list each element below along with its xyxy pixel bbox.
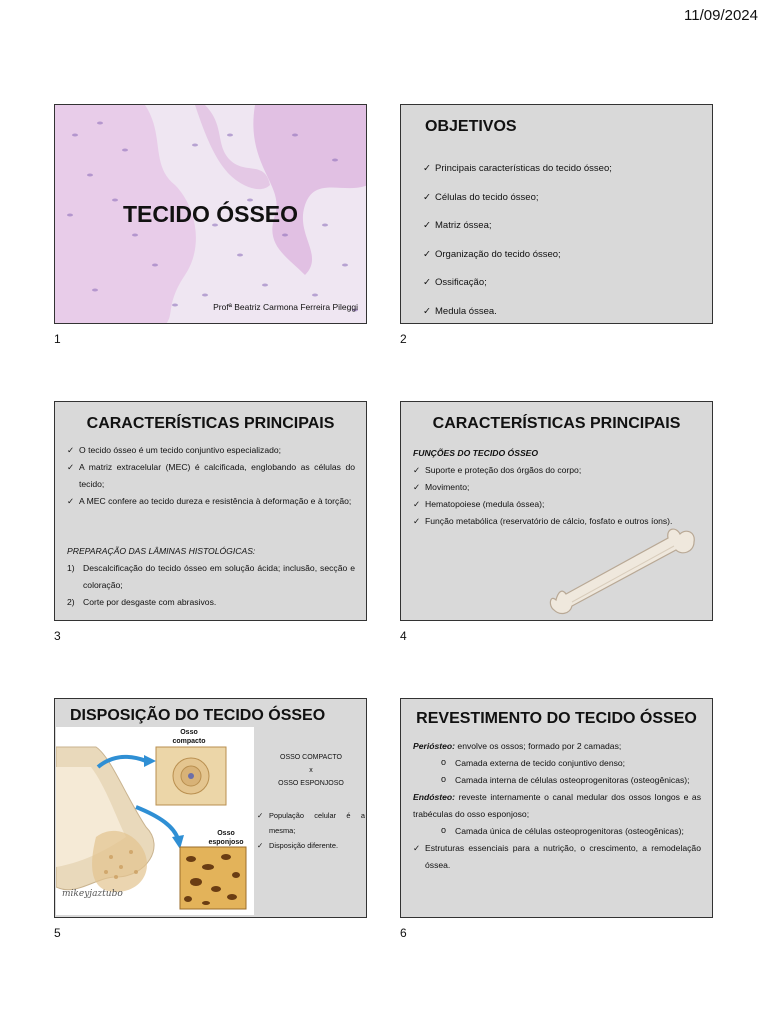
slide-5-title: DISPOSIÇÃO DO TECIDO ÓSSEO — [70, 707, 326, 724]
list-item: ✓ Função metabólica (reservatório de cálcio, fosfato e outros íons). — [413, 513, 701, 530]
slide-1-author: Profª Beatriz Carmona Ferreira Pileggi — [213, 302, 358, 312]
slide-6 — [400, 698, 713, 918]
list-item: 2) Corte por desgaste com abrasivos. — [67, 597, 217, 607]
list-item: o Camada única de células osteoprogenitoras (osteogênicas); — [441, 823, 701, 840]
slide-3 — [54, 401, 367, 621]
endosteo-term: Endósteo: — [413, 792, 456, 802]
disposition-list — [257, 808, 365, 853]
list-item: ✓ Principais características do tecido ósseo; — [423, 155, 703, 184]
compare-spongy: OSSO ESPONJOSO — [278, 780, 344, 787]
femur-bone-image — [544, 522, 704, 621]
list-item: ✓ Disposição diferente. — [257, 838, 365, 853]
characteristics-list — [67, 442, 355, 510]
slide-1 — [54, 104, 367, 324]
objectives-list — [423, 155, 703, 324]
list-item: ✓ O tecido ósseo é um tecido conjuntivo especializado; — [67, 442, 355, 459]
preparation-heading: PREPARAÇÃO DAS LÂMINAS HISTOLÓGICAS: — [67, 546, 256, 556]
list-item: o Camada externa de tecido conjuntivo denso; — [441, 755, 701, 772]
list-item: ✓ Movimento; — [413, 479, 701, 496]
periosteo-paragraph: Periósteo: envolve os ossos; formado por 2 camadas; — [413, 741, 622, 751]
preparation-steps — [67, 560, 355, 611]
compare-x: x — [309, 767, 313, 774]
slide-5-number: 5 — [54, 926, 61, 940]
functions-list — [413, 462, 701, 530]
coating-content — [413, 738, 701, 874]
slide-4 — [400, 401, 713, 621]
compare-compact: OSSO COMPACTO — [280, 754, 342, 761]
slide-5 — [54, 698, 367, 918]
list-item: ✓ A MEC confere ao tecido dureza e resistência à deformação e à torção; — [67, 493, 355, 510]
list-item: 1) Descalcificação do tecido ósseo em solução ácida; inclusão, secção e coloração; — [67, 563, 355, 590]
endosteo-list — [413, 823, 701, 840]
list-item: ✓ Células do tecido ósseo; — [423, 184, 703, 213]
slide-4-title: CARACTERÍSTICAS PRINCIPAIS — [432, 415, 681, 432]
list-item: ✓ A matriz extracelular (MEC) é calcificada, englobando as células do tecido; — [67, 459, 355, 493]
slide-2-title: OBJETIVOS — [425, 118, 517, 135]
illustrator-signature: mikeyjaztubo — [62, 889, 123, 899]
spongy-bone-label: Osso esponjoso — [208, 830, 244, 846]
slide-6-title: REVESTIMENTO DO TECIDO ÓSSEO — [416, 710, 697, 727]
endosteo-paragraph: Endósteo: reveste internamente o canal medular dos ossos longos e as trabéculas do osso esponjoso; — [413, 792, 701, 819]
slide-6-number: 6 — [400, 926, 407, 940]
list-item: ✓ Matriz óssea; — [423, 212, 703, 241]
periosteo-term: Periósteo: — [413, 741, 456, 751]
list-item: ✓ Hematopoiese (medula óssea); — [413, 496, 701, 513]
print-date: 11/09/2024 — [684, 7, 758, 24]
slide-1-number: 1 — [54, 332, 61, 346]
slide-2 — [400, 104, 713, 324]
slide-4-number: 4 — [400, 629, 407, 643]
functions-heading: FUNÇÕES DO TECIDO ÓSSEO — [413, 448, 539, 458]
list-item: ✓ Suporte e proteção dos órgãos do corpo; — [413, 462, 701, 479]
slide-1-title: TECIDO ÓSSEO — [122, 201, 299, 227]
slide-2-number: 2 — [400, 332, 407, 346]
final-list — [413, 840, 701, 874]
compact-bone-label: Osso compacto — [172, 729, 206, 745]
comparison-block — [273, 751, 349, 790]
list-item: ✓ Organização do tecido ósseo; — [423, 241, 703, 270]
list-item: ✓ Medula óssea. — [423, 298, 703, 324]
list-item: ✓ População celular é a mesma; — [257, 808, 365, 838]
slide-3-title: CARACTERÍSTICAS PRINCIPAIS — [86, 415, 335, 432]
bone-drawing — [56, 727, 254, 915]
list-item: ✓ Ossificação; — [423, 269, 703, 298]
slide-3-number: 3 — [54, 629, 61, 643]
list-item: ✓ Estruturas essenciais para a nutrição, o crescimento, a remodelação óssea. — [413, 840, 701, 874]
periosteo-list — [413, 755, 701, 789]
bone-structure-illustration — [56, 727, 254, 915]
list-item: o Camada interna de células osteoprogenitoras (osteogênicas); — [441, 772, 701, 789]
